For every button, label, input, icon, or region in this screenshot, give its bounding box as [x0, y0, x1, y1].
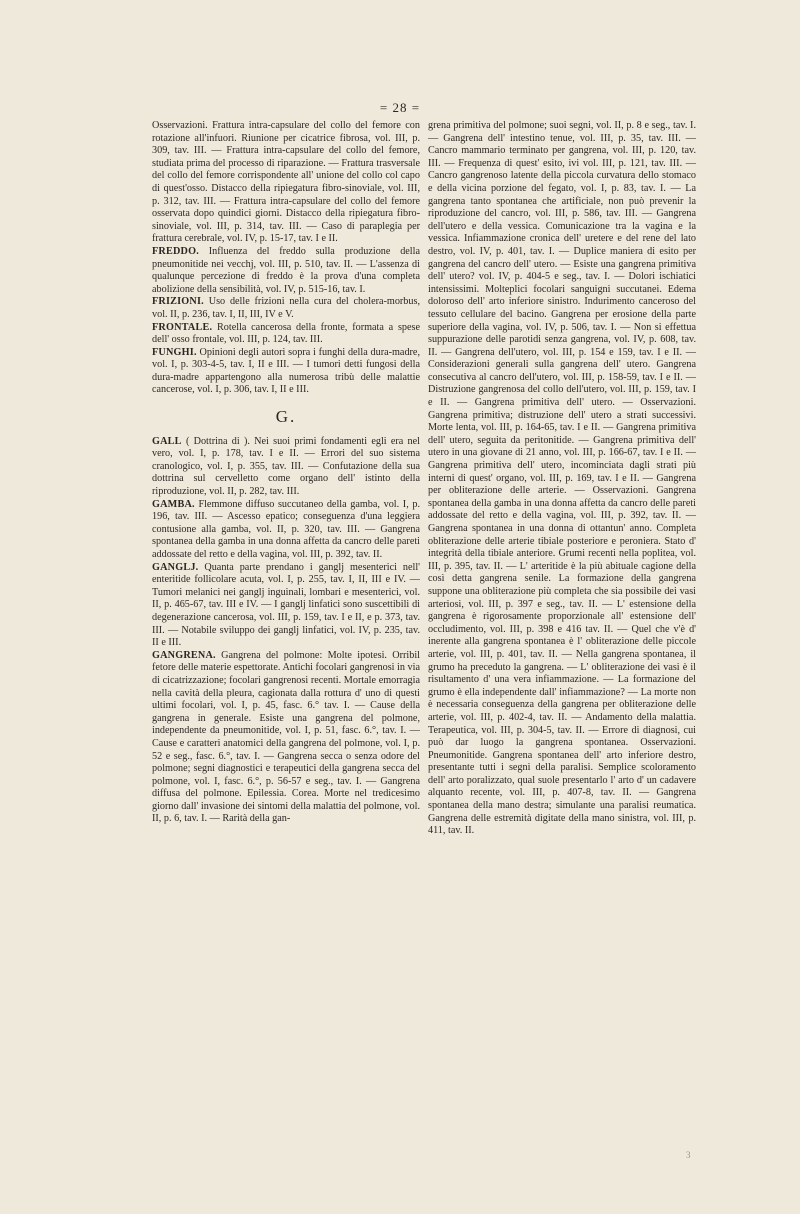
entry-gangrena [152, 650, 420, 826]
page-number: = 28 = [379, 100, 421, 115]
entry-frizioni [152, 296, 420, 321]
entry-text-ganglj: Quanta parte prendano i ganglj mesenterici nell' enteritide follicolare acuta, vol. I, p. 255, tav. I, II, III e IV. — Tumori melanici nei ganglj inguinali, lombari e mesenterici, vol. II, p. 465-67, tav. III e IV. — I ganglj linfatici sono suscettibili di degenerazione cancerosa, vol. III, p. 159, tav. I e II, e p. 373, tav. III. — Notabile sviluppo dei ganglj linfatici, vol. IV, p. 235, tav. II e III. [152, 561, 420, 649]
entry-freddo [152, 246, 420, 296]
entry-head-frizioni: FRIZIONI. [152, 296, 204, 308]
entry-osservazioni: Osservazioni. Frattura intra-capsulare del collo del femore con rotazione all'infuori. Riunione per cicatrice fibrosa, vol. III, p. 309, tav. III. — Frattura intra-capsulare del collo del femore, studiata prima del processo di riparazione. — Frattura trasversale del collo del femore corrispondente all' unione del collo col capo di quest'osso. Distacco della ripiegatura fibro-sinoviale, vol. III, p. 312, tav. III. — Frattura intra-capsulare del collo del femore osservata dopo quindici giorni. Distacco della ripiegatura fibro-sinoviale, vol. III, p. 314, tav. III. — Caso di paraplegia per frattura cerebrale, vol. IV, p. 15-17, tav. I e II. [152, 120, 420, 245]
margin-mark: 3 [686, 1150, 691, 1160]
entry-head-freddo: FREDDO. [152, 245, 199, 257]
entry-head-gamba: GAMBA. [152, 498, 195, 510]
entry-text-frizioni: Uso delle frizioni nella cura del cholera-morbus, vol. II, p. 236, tav. I, II, III, IV e V. [152, 296, 421, 320]
left-column [152, 120, 420, 826]
entry-text-freddo: Influenza del freddo sulla produzione della pneumonitide nei vecchj, vol. III, p. 510, tav. II. — L'assenza di qualunque percezione di freddo è la prova d'una completa abolizione della sensibilità, vol. IV, p. 515-16, tav. I. [152, 245, 420, 295]
entry-ganglj [152, 562, 420, 650]
entry-head-ganglj: GANGLJ. [152, 561, 199, 573]
entry-gall [152, 436, 420, 499]
entry-text-gall: ( Dottrina di ). Nei suoi primi fondamenti egli era nel vero, vol. I, p. 178, tav. I e II. — Errori del suo sistema cranologico, vol. I, p. 355, tav. III. — Confutazione della sua dottrina sul cervelletto come organo dell' istinto della riproduzione, vol. II, p. 282, tav. III. [152, 435, 421, 498]
entry-text-funghi: Opinioni degli autori sopra i funghi della dura-madre, vol. I, p. 303-4-5, tav. I, II e III. — I tumori detti fungosi della dura-madre appartengono alla numerosa tribù delle malattie cancerose, vol. I, p. 306, tav. I, II e III. [152, 346, 421, 396]
entry-gangrena-continued: grena primitiva del polmone; suoi segni, vol. II, p. 8 e seg., tav. I. — Gangrena dell' intestino tenue, vol. III, p. 35, tav. III. — Cancro mammario terminato per gangrena, vol. III, p. 120, tav. III. — Frequenza di quest' esito, ivi vol. III, p. 121, tav. III. — Cancro gangrenoso latente della piccola curvatura dello stomaco e della vicina porzione del fegato, vol. I, p. 83, tav. I. — La gangrena tanto spontanea che artificiale, non può prevenir la riproduzione del cancro, vol. III, p. 586, tav. III. — Gangrena dell'utero e della vessica. Comunicazione tra la vagina e la vessica. Infiammazione cronica dell' uretere e del rene del lato destro, vol. IV, p. 401, tav. I. — Duplice maniera di esito per gangrena del cancro dell' utero. — Esiste una gangrena primitiva dell' utero? vol. IV, p. 404-5 e seg., tav. I. — Dolori ischiatici intensissimi. Molteplici focolari sanguigni succutanei. Edema doloroso dell' arto inferiore sinistro. Indurimento canceroso del tessuto cellulare del bacino. Gangrena per erosione della parte superiore della vagina, vol. IV, p. 506, tav. I. — Non si effettua suppurazione delle parotidi senza gangrena, vol. IV, p. 608, tav. II. — Gangrena dell'utero, vol. III, p. 154 e 159, tav. I e II. —Considerazioni generali sulla gangrena dell' utero. Gangrena consecutiva al cancro dell'utero, vol. III, p. 158-59, tav. I e II. — Distruzione gangrenosa del collo dell'utero, vol. III, p. 159, tav. I e II. — Gangrena primitiva dell' utero. — Osservazioni. Gangrena primitiva; distruzione dell' utero a strati successivi. Morte lenta, vol. III, p. 164-65, tav. I e II. — Gangrena primitiva dell' utero, seguita da peritonitide. — Gangrena primitiva dell' utero in una giovane di 21 anno, vol. III, p. 166-67, tav. I e II. — Gangrena primitiva dell' utero, incominciata dagli strati più interni di quest' organo, vol. III, p. 169, tav. I e II. — Gangrena per obliterazione delle arterie. — Osservazioni. Gangrena spontanea della gamba in una donna affetta da cancro delle pareti addossate del retto e della vagina, vol. III, p. 392, tav. II. — Gangrena spontanea in una donna di ottantun' anno. Completa obliterazione delle arterie tibiale posteriore e peroniera. Stato d' integrità della tibiale anteriore. Grumi recenti nella poplitea, vol. III, p. 395, tav. II. — L' arteritide è la più abituale cagione della così detta gangrena senile. La formazione della gangrena suppone una obliterazione più completa che sia possibile dei vasi arteriosi, vol. III, p. 397 e seg., tav. II. — L' estensione della gangrena è rigorosamente proporzionale all' estensione dell' occludimento, vol. III, p. 398 e 416 tav. II. — Quel che v'è d' inerente alla gangrena spontanea è l' obliterazione delle piccole arterie, vol. III, p. 401, tav. II. — Nella gangrena spontanea, il grumo ha preceduto la gangrena. — L' obliterazione dei vasi è il risultamento d' una vera infiammazione. — La formazione del grumo è ella independente dall' infiammazione? — La morte non è necessaria conseguenza della gangrena per obliterazione delle arterie, vol. III, p. 402-4, tav. II. — Andamento della malattia. Terapeutica, vol. III, p. 304-5, tav. II. — Errore di diagnosi, cui può dar luogo la gangrena spontanea. Osservazioni. Pneumonitide. Gangrena spontanea dell' arto inferiore destro, presentante tutti i segni della paralisi. Semplice scoloramento dell' arto poralizzato, qual suole presentarlo l' arto d' un cadavere alquanto recente, vol. III, p. 407-8, tav. II. — Gangrena spontanea della mano destra; simulante una paralisi reumatica. Gangrena delle estremità digitate della mano sinistra, vol. III, p. 411, tav. II. [428, 120, 696, 837]
entry-frontale [152, 322, 420, 347]
entry-head-frontale: FRONTALE. [152, 321, 213, 333]
entry-text-gangrena: Gangrena del polmone: Molte ipotesi. Orribil fetore delle materie espettorate. Antichi focolari gangrenosi in via di cicatrizzazione; focolari gangrenosi recenti. Mortale emorragia nella cavità della pleura, cagionata dalla rottura d' uno di questi ultimi focolari, vol. I, p. 45, fasc. 6.° tav. I. — Cause della gangrena in generale. Esiste una gangrena del polmone, independente da pneumonitide, vol. I, p. 51, fasc. 6.°, tav. I. — Cause e caratteri anatomici della gangrena del polmone, vol. I, p. 52 e seg., fasc. 6.°, tav. I. — Gangrena secca o senza odore del polmone; segni diagnostici e terapeutici della gangrena secca del polmone, vol. I, fasc. 6.°, p. 56-57 e seg., tav. I. — Gangrena diffusa del polmone. Epilessia. Corea. Morte nel tredicesimo giorno dall' invasione dei sintomi della malattia del polmone, vol. II, p. 6, tav. I. — Rarità della gan- [152, 649, 420, 825]
entry-text-frontale: Rotella cancerosa della fronte, formata a spese dell' osso frontale, vol. III, p. 124, tav. III. [152, 321, 421, 346]
entry-head-gangrena: GANGRENA. [152, 649, 216, 661]
entry-gamba [152, 499, 420, 562]
entry-head-gall: GALL [152, 435, 182, 447]
section-letter: G. [275, 407, 297, 427]
entry-head-funghi: FUNGHI. [152, 346, 197, 358]
entry-funghi [152, 347, 420, 397]
right-column [428, 120, 696, 838]
entry-text-gamba: Flemmone diffuso succutaneo della gamba, vol. I, p. 196, tav. III. — Ascesso epatico; conseguenza d'una leggiera contusione alla gamba, vol. II, p. 320, tav. III. — Gangrena spontanea della gamba in una donna affetta da cancro delle pareti addossate del retto e della vagina, vol. III, p. 392, tav. II. [152, 498, 421, 560]
